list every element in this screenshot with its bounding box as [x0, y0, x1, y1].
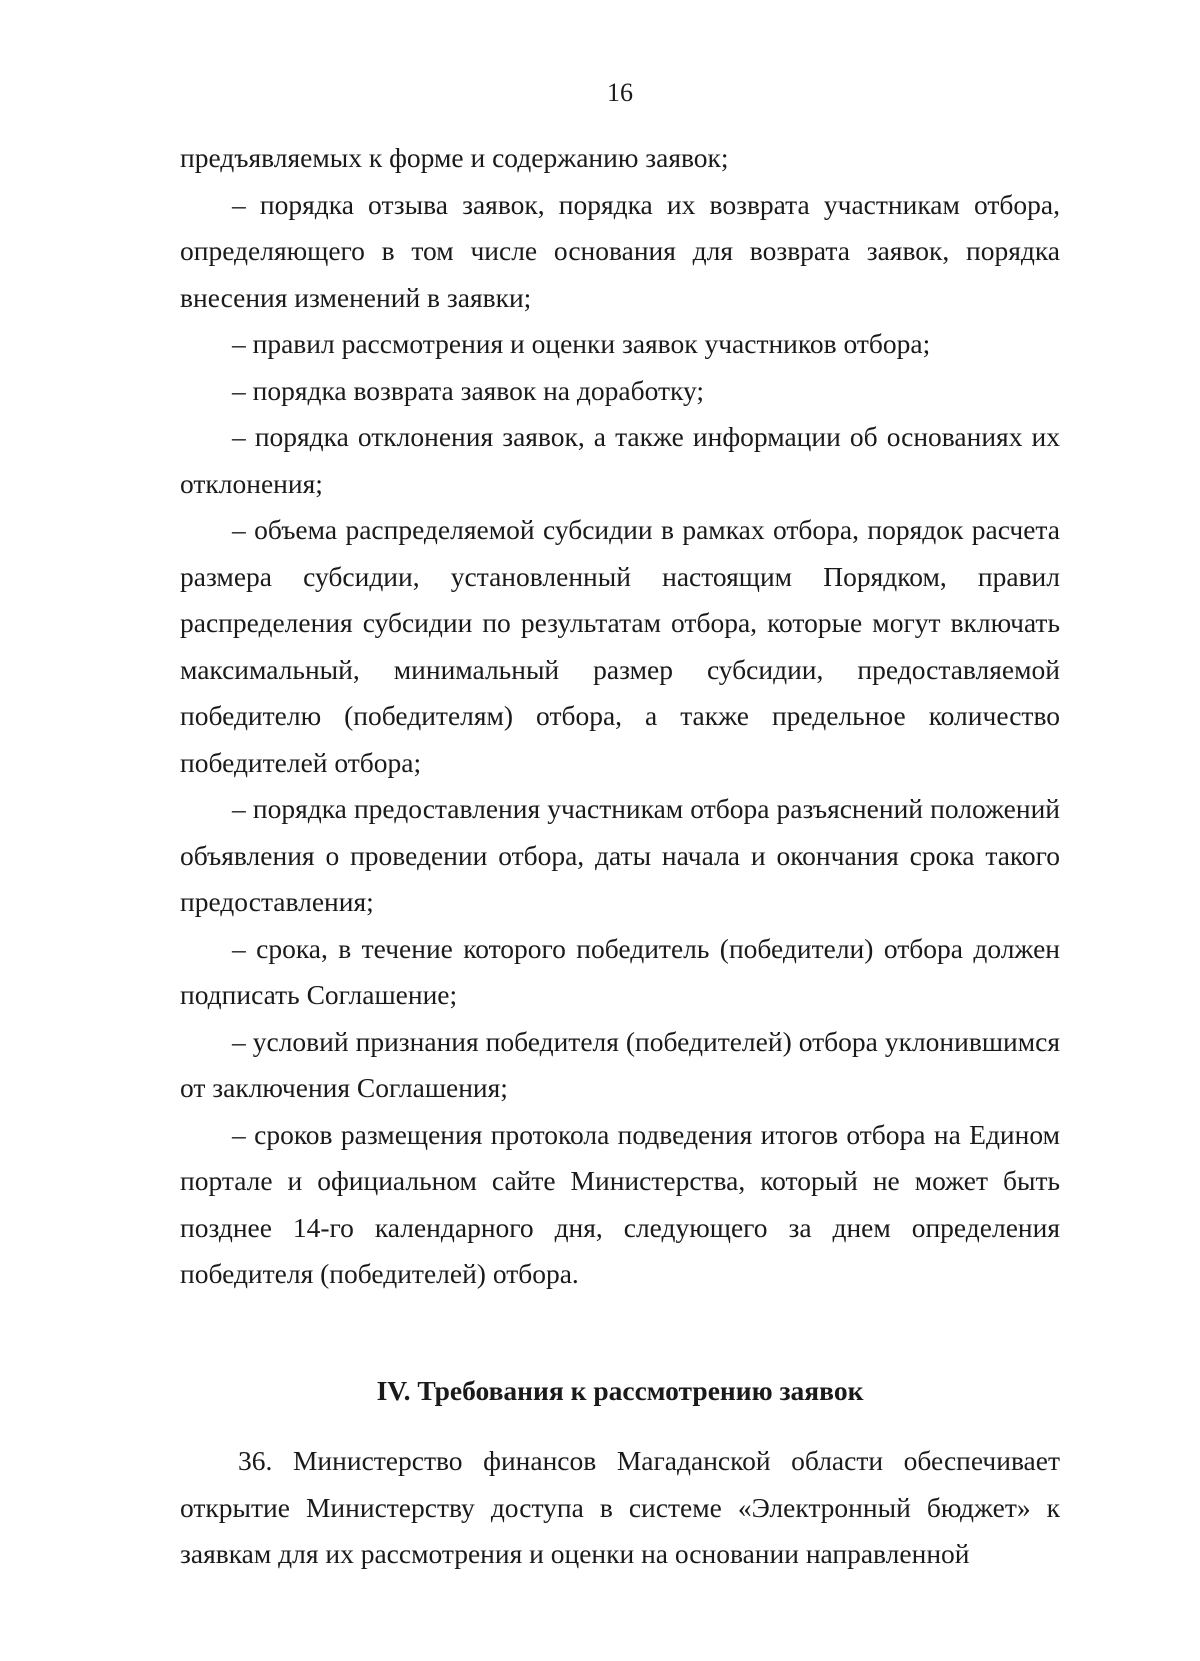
section-body [180, 1438, 1060, 1578]
paragraph-subsidy-volume: – объема распределяемой субсидии в рамках отбора, порядок расчета размера субсидии, установленный настоящим Порядком, правил распределения субсидии по результатам отбора, которые могут включать максимальный, минимальный размер субсидии, предоставляемой победителю (победителям) отбора, а также предельное количество победителей отбора; [180, 514, 1060, 778]
document-body [180, 135, 1060, 1298]
paragraph-protocol-publication: – сроков размещения протокола подведения итогов отбора на Едином портале и официальном сайте Министерства, который не может быть позднее 14-го календарного дня, следующего за днем определения победителя (победителей) отбора. [180, 1118, 1060, 1289]
section-heading: IV. Требования к рассмотрению заявок [376, 1375, 864, 1406]
paragraph-clarifications: – порядка предоставления участникам отбора разъяснений положений объявления о проведении отбора, даты начала и окончания срока такого предоставления; [180, 793, 1060, 917]
paragraph-withdrawal-procedure: – порядка отзыва заявок, порядка их возврата участникам отбора, определяющего в том числе основания для возврата заявок, порядка внесения изменений в заявки; [180, 188, 1060, 313]
page-number: 16 [607, 78, 633, 107]
paragraph-rejection-procedure: – порядка отклонения заявок, а также информации об основаниях их отклонения; [180, 421, 1060, 499]
paragraph-agreement-term: – срока, в течение которого победитель (победители) отбора должен подписать Соглашение; [180, 932, 1060, 1010]
paragraph-36: 36. Министерство финансов Магаданской области обеспечивает открытие Министерству доступа в системе «Электронный бюджет» к заявкам для их рассмотрения и оценки на основании направленной [180, 1445, 1060, 1569]
paragraph-evasion-conditions: – условий признания победителя (победителей) отбора уклонившимся от заключения Соглашения; [180, 1025, 1060, 1103]
paragraph-continuation: предъявляемых к форме и содержанию заявок; [180, 142, 729, 173]
paragraph-return-for-revision: – порядка возврата заявок на доработку; [232, 374, 704, 406]
paragraph-review-rules: – правил рассмотрения и оценки заявок участников отбора; [232, 328, 931, 359]
